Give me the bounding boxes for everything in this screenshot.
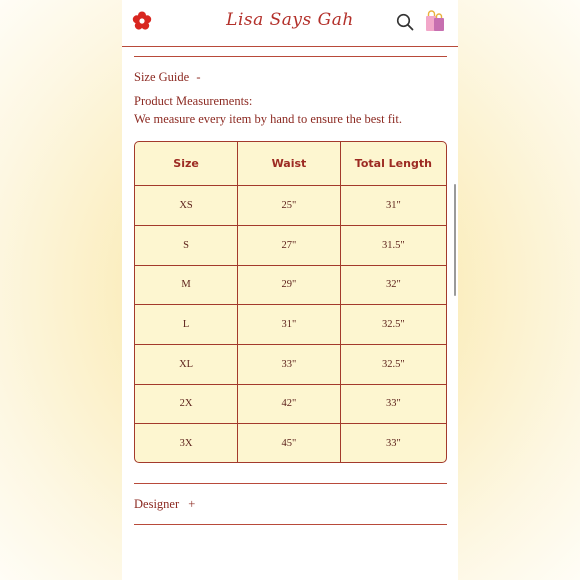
cell-waist: 45" — [238, 424, 341, 462]
collapse-icon: - — [196, 70, 201, 84]
cell-length: 32.5" — [340, 305, 446, 345]
table-row — [135, 344, 446, 384]
measurements-title: Product Measurements: — [134, 94, 253, 108]
site-header — [122, 0, 458, 47]
cell-waist: 31" — [238, 305, 341, 345]
divider — [134, 56, 447, 57]
cell-waist: 33" — [238, 344, 341, 384]
header-size: Size — [135, 142, 238, 186]
phone-screen — [122, 0, 458, 580]
brand-logo[interactable]: Lisa Says Gah — [226, 10, 354, 30]
size-guide-toggle[interactable] — [134, 70, 201, 85]
table-row — [135, 305, 446, 345]
size-chart-table — [134, 141, 447, 463]
expand-icon: + — [188, 497, 196, 511]
cell-length: 31" — [340, 186, 446, 226]
table-header-row — [135, 142, 446, 186]
table-row — [135, 424, 446, 462]
cell-length: 33" — [340, 384, 446, 424]
shopping-bag-icon[interactable] — [425, 10, 445, 32]
divider — [134, 524, 447, 525]
cell-size: L — [135, 305, 238, 345]
size-guide-label: Size Guide — [134, 70, 190, 84]
cell-size: M — [135, 265, 238, 305]
cell-size: 3X — [135, 424, 238, 462]
cell-waist: 29" — [238, 265, 341, 305]
table-row — [135, 265, 446, 305]
table-row — [135, 226, 446, 266]
cell-size: S — [135, 226, 238, 266]
table-row — [135, 384, 446, 424]
cell-length: 32.5" — [340, 344, 446, 384]
cell-length: 32" — [340, 265, 446, 305]
cell-size: XS — [135, 186, 238, 226]
cell-waist: 42" — [238, 384, 341, 424]
cell-size: XL — [135, 344, 238, 384]
designer-label: Designer — [134, 497, 180, 511]
cell-length: 31.5" — [340, 226, 446, 266]
header-total-length: Total Length — [340, 142, 446, 186]
cell-waist: 25" — [238, 186, 341, 226]
header-waist: Waist — [238, 142, 341, 186]
cell-size: 2X — [135, 384, 238, 424]
designer-toggle[interactable] — [134, 497, 195, 512]
divider — [134, 483, 447, 484]
cell-length: 33" — [340, 424, 446, 462]
measurements-subtitle: We measure every item by hand to ensure the best fit. — [134, 112, 402, 126]
table-row — [135, 186, 446, 226]
search-icon[interactable] — [396, 13, 414, 31]
scrollbar[interactable] — [454, 184, 456, 296]
cell-waist: 27" — [238, 226, 341, 266]
